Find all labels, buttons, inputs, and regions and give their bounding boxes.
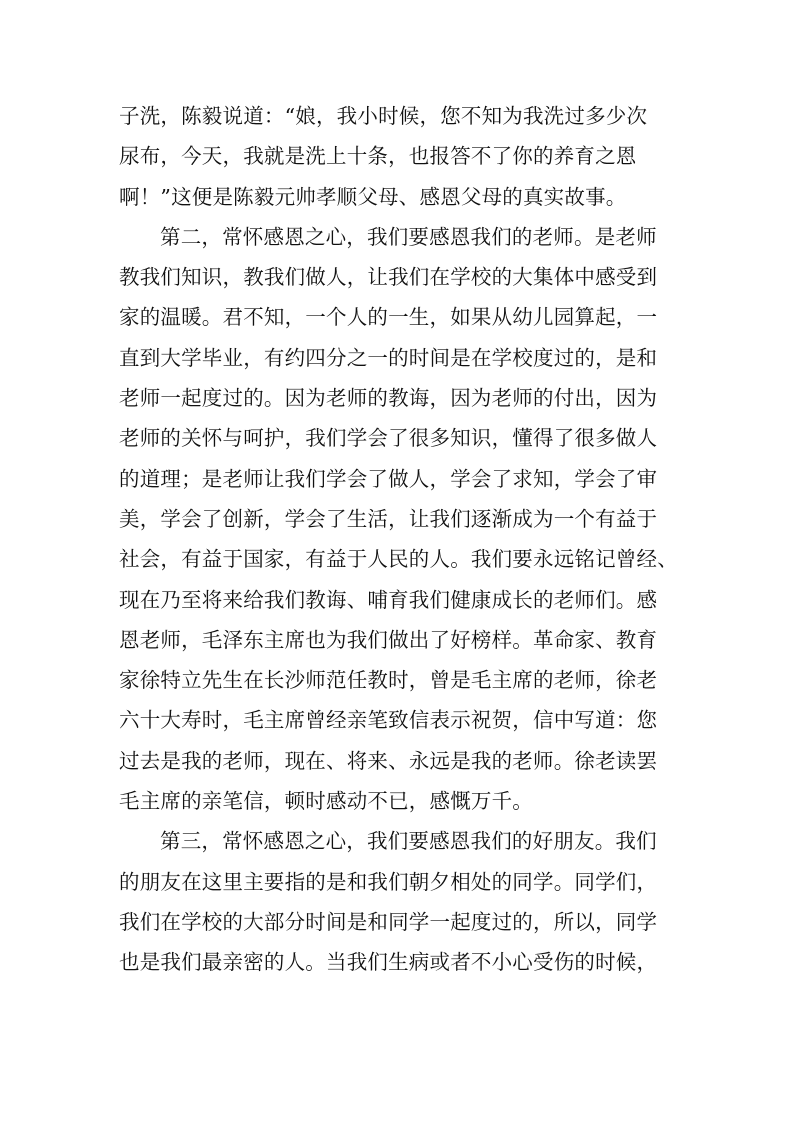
paragraph-start-line: 第二，常怀感恩之心，我们要感恩我们的老师。是老师 (160, 224, 657, 249)
text-line: 教我们知识，教我们做人，让我们在学校的大集体中感受到 (119, 265, 658, 290)
document-body (119, 96, 679, 983)
paragraph-start-line: 第三，常怀感恩之心，我们要感恩我们的好朋友。我们 (160, 829, 657, 854)
text-line: 社会，有益于国家，有益于人民的人。我们要永远铭记曾经、 (119, 547, 678, 572)
text-line: 我们在学校的大部分时间是和同学一起度过的，所以，同学 (119, 909, 658, 934)
text-line: 毛主席的亲笔信，顿时感动不已，感慨万千。 (119, 789, 533, 814)
text-line: 家的温暖。君不知，一个人的一生，如果从幼儿园算起，一 (119, 305, 658, 330)
text-line: 的朋友在这里主要指的是和我们朝夕相处的同学。同学们， (119, 869, 658, 894)
text-line: 的道理；是老师让我们学会了做人，学会了求知，学会了审 (119, 466, 658, 491)
text-line: 恩老师，毛泽东主席也为我们做出了好榜样。革命家、教育 (119, 627, 658, 652)
text-line: 啊！”这便是陈毅元帅孝顺父母、感恩父母的真实故事。 (119, 184, 627, 209)
text-line: 过去是我的老师，现在、将来、永远是我的老师。徐老读罢 (119, 748, 658, 773)
text-line: 现在乃至将来给我们教诲、哺育我们健康成长的老师们。感 (119, 587, 658, 612)
text-line: 也是我们最亲密的人。当我们生病或者不小心受伤的时候， (119, 950, 658, 975)
text-line: 家徐特立先生在长沙师范任教时，曾是毛主席的老师，徐老 (119, 668, 658, 693)
text-line: 尿布，今天，我就是洗上十条，也报答不了你的养育之恩 (119, 144, 637, 169)
text-line: 老师一起度过的。因为老师的教诲，因为老师的付出，因为 (119, 386, 658, 411)
text-line: 美，学会了创新，学会了生活，让我们逐渐成为一个有益于 (119, 506, 658, 531)
text-line: 六十大寿时，毛主席曾经亲笔致信表示祝贺，信中写道：您 (119, 708, 658, 733)
text-line: 老师的关怀与呵护，我们学会了很多知识，懂得了很多做人 (119, 426, 658, 451)
text-line: 直到大学毕业，有约四分之一的时间是在学校度过的，是和 (119, 345, 658, 370)
text-line: 子洗，陈毅说道：“娘，我小时候，您不知为我洗过多少次 (119, 104, 648, 128)
